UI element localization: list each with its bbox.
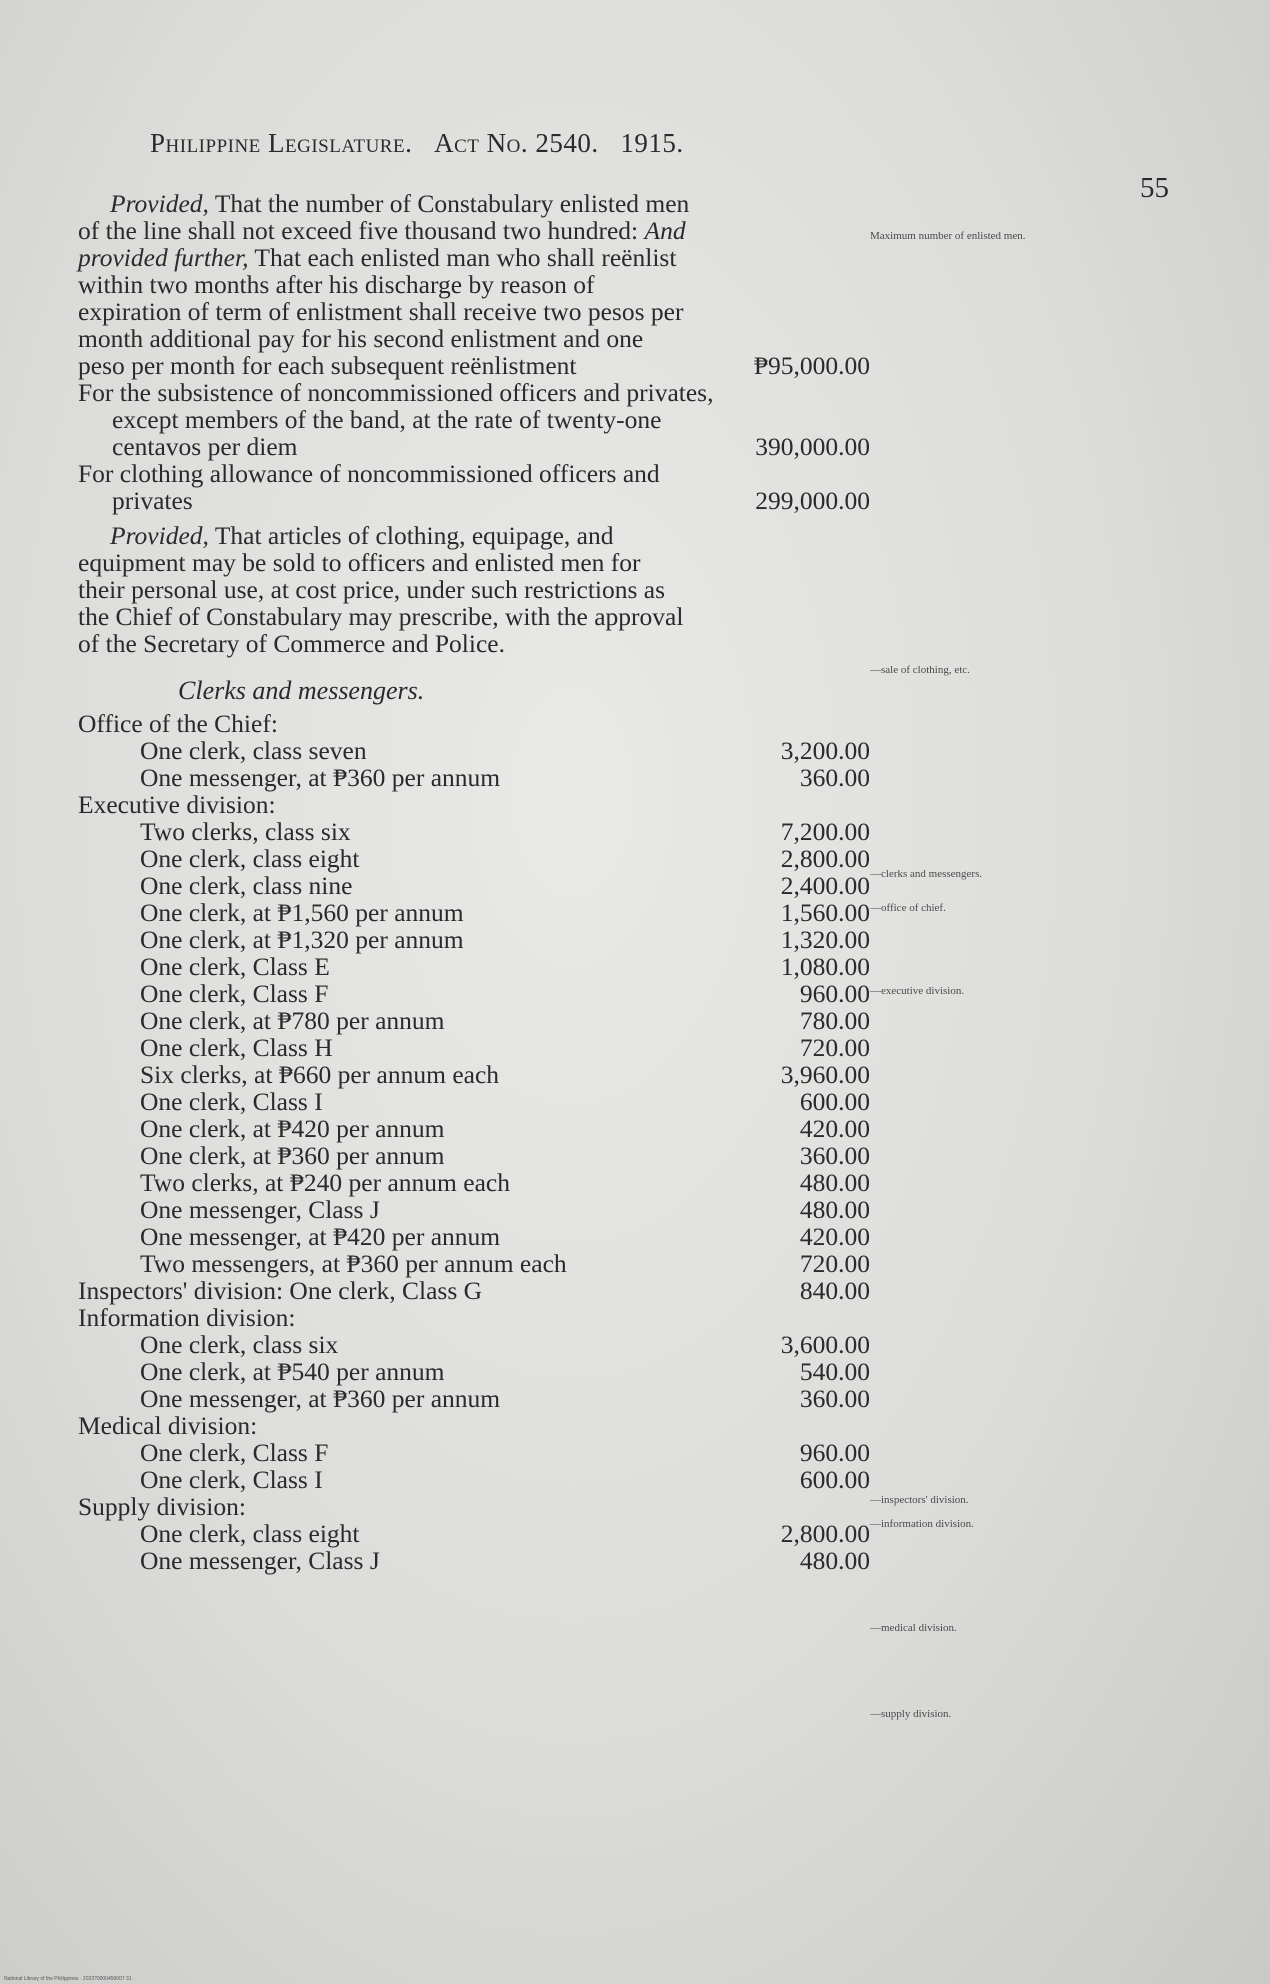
item-label: One clerk, at ₱420 per annum bbox=[140, 1114, 445, 1143]
item-label: One clerk, at ₱1,560 per annum bbox=[140, 898, 464, 927]
header-year: 1915. bbox=[620, 128, 684, 158]
list-item bbox=[78, 980, 878, 1007]
item-label: One clerk, class nine bbox=[140, 871, 353, 900]
item-amount: 1,320.00 bbox=[780, 925, 870, 954]
paragraph-clothing bbox=[78, 460, 727, 514]
item-label: Six clerks, at ₱660 per annum each bbox=[140, 1060, 500, 1089]
list-item bbox=[78, 926, 878, 953]
list-item bbox=[78, 818, 878, 845]
item-label: One messenger, at ₱420 per annum bbox=[140, 1222, 501, 1251]
paragraph-text: allowance of noncommissioned officers and privates bbox=[112, 459, 660, 515]
item-amount: 540.00 bbox=[799, 1357, 870, 1386]
item-label: One messenger, at ₱360 per annum bbox=[140, 763, 501, 792]
list-item bbox=[78, 1520, 878, 1547]
amount: 299,000.00 bbox=[755, 486, 870, 515]
paragraph-text: subsistence of noncommissioned officers and privates, except members of the band, at the rate of twenty-one centavos per diem bbox=[112, 378, 714, 461]
margin-note-inspectors: —inspectors' division. bbox=[870, 1494, 969, 1506]
item-label: One clerk, Class H bbox=[140, 1033, 333, 1062]
list-item bbox=[78, 1007, 878, 1034]
list-item bbox=[78, 1385, 878, 1412]
scan-credit: National Library of the Philippines · 2023?0000450007 31 bbox=[4, 1976, 132, 1982]
margin-note-office-chief: —office of chief. bbox=[870, 902, 946, 914]
item-amount: 720.00 bbox=[799, 1033, 870, 1062]
list-item bbox=[78, 1196, 878, 1223]
item-amount: 720.00 bbox=[799, 1249, 870, 1278]
item-label: One clerk, at ₱540 per annum bbox=[140, 1357, 445, 1386]
list-item bbox=[78, 1169, 878, 1196]
item-label: One messenger, Class J bbox=[140, 1195, 380, 1224]
list-item bbox=[78, 1034, 878, 1061]
item-amount: 420.00 bbox=[799, 1222, 870, 1251]
running-header bbox=[150, 128, 820, 159]
list-item bbox=[78, 764, 878, 791]
margin-note-max-enlisted: Maximum number of enlisted men. bbox=[870, 230, 1026, 242]
item-amount: 3,200.00 bbox=[780, 736, 870, 765]
item-label: One clerk, Class E bbox=[140, 952, 330, 981]
item-label: Two messengers, at ₱360 per annum each bbox=[140, 1249, 567, 1278]
margin-note-supply: —supply division. bbox=[870, 1708, 952, 1720]
list-item bbox=[78, 1358, 878, 1385]
margin-note-sale-clothing: —sale of clothing, etc. bbox=[870, 664, 970, 676]
item-amount: 480.00 bbox=[799, 1546, 870, 1575]
item-amount: 2,800.00 bbox=[780, 1519, 870, 1548]
list-item bbox=[78, 953, 878, 980]
item-amount: 360.00 bbox=[799, 1141, 870, 1170]
appropriation-subsistence bbox=[78, 379, 878, 460]
division-inspectors bbox=[78, 1277, 878, 1304]
paragraph-text: That each enlisted man who shall reënlist within two months after his discharge by reason of expiration of term of enlistment shall receive two pesos per month additional pay for his second enlistment and one peso per month for each subsequent reënlistment bbox=[78, 243, 684, 380]
division-title-chief: Office of the Chief: bbox=[78, 709, 278, 738]
list-item bbox=[78, 1142, 878, 1169]
item-amount: 1,080.00 bbox=[780, 952, 870, 981]
header-title: Philippine Legislature. bbox=[150, 128, 413, 158]
list-item bbox=[78, 899, 878, 926]
paragraph-text: That articles of clothing, equipage, and equipment may be sold to officers and enlisted men for their personal use, at cost price, under such restrictions as the Chief of Constabulary may prescribe, with the approval of the Secretary of Commerce and Police. bbox=[78, 521, 684, 658]
division-title-supply: Supply division: bbox=[78, 1492, 246, 1521]
item-label: One clerk, Class I bbox=[140, 1465, 323, 1494]
item-label: One clerk, class six bbox=[140, 1330, 339, 1359]
list-item bbox=[78, 1088, 878, 1115]
division-title-medical: Medical division: bbox=[78, 1411, 258, 1440]
item-amount: 960.00 bbox=[799, 1438, 870, 1467]
list-item bbox=[78, 1439, 878, 1466]
item-amount: 600.00 bbox=[799, 1087, 870, 1116]
item-label: One clerk, at ₱360 per annum bbox=[140, 1141, 445, 1170]
proviso-clothing-sale bbox=[78, 522, 878, 657]
division-title-inspectors: Inspectors' division: One clerk, Class G bbox=[78, 1276, 483, 1305]
amount: ₱95,000.00 bbox=[753, 351, 870, 380]
division-title-executive: Executive division: bbox=[78, 790, 276, 819]
list-item bbox=[78, 1250, 878, 1277]
item-amount: 2,400.00 bbox=[780, 871, 870, 900]
section-title: Clerks and messengers. bbox=[178, 676, 425, 705]
list-item bbox=[78, 1115, 878, 1142]
item-amount: 480.00 bbox=[799, 1195, 870, 1224]
provided-lead: Provided, bbox=[110, 521, 209, 550]
paragraph-proviso bbox=[78, 522, 693, 657]
division-title-information: Information division: bbox=[78, 1303, 296, 1332]
page-number: 55 bbox=[1140, 172, 1169, 204]
lead-text: For clothing bbox=[78, 459, 204, 488]
item-amount: 7,200.00 bbox=[780, 817, 870, 846]
item-amount: 840.00 bbox=[799, 1276, 870, 1305]
provided-lead: Provided, bbox=[110, 189, 209, 218]
appropriation-enlistment bbox=[78, 190, 878, 379]
item-label: One clerk, class eight bbox=[140, 844, 360, 873]
item-amount: 480.00 bbox=[799, 1168, 870, 1197]
paragraph-enlisted-men bbox=[78, 190, 693, 379]
item-amount: 3,600.00 bbox=[780, 1330, 870, 1359]
item-label: One clerk, class seven bbox=[140, 736, 367, 765]
item-label: One messenger, at ₱360 per annum bbox=[140, 1384, 501, 1413]
paragraph-subsistence bbox=[78, 379, 727, 460]
item-amount: 3,960.00 bbox=[780, 1060, 870, 1089]
item-label: One clerk, at ₱780 per annum bbox=[140, 1006, 445, 1035]
margin-note-executive: —executive division. bbox=[870, 985, 965, 997]
page-body bbox=[78, 190, 878, 1574]
item-amount: 960.00 bbox=[799, 979, 870, 1008]
provided-further: And provided further, bbox=[78, 216, 686, 272]
item-amount: 360.00 bbox=[799, 763, 870, 792]
margin-note-information: —information division. bbox=[870, 1518, 974, 1530]
item-label: Two clerks, class six bbox=[140, 817, 351, 846]
item-amount: 420.00 bbox=[799, 1114, 870, 1143]
item-label: One clerk, at ₱1,320 per annum bbox=[140, 925, 464, 954]
paragraph-text: That the number of Constabulary enlisted men of the line shall not exceed five thousand two hundred: bbox=[78, 189, 690, 245]
item-amount: 780.00 bbox=[799, 1006, 870, 1035]
item-label: Two clerks, at ₱240 per annum each bbox=[140, 1168, 510, 1197]
item-amount: 600.00 bbox=[799, 1465, 870, 1494]
lead-text: For the bbox=[78, 378, 151, 407]
item-label: One messenger, Class J bbox=[140, 1546, 380, 1575]
amount: 390,000.00 bbox=[755, 432, 870, 461]
item-label: One clerk, Class F bbox=[140, 979, 329, 1008]
margin-note-clerks: —clerks and messengers. bbox=[870, 868, 983, 880]
item-amount: 360.00 bbox=[799, 1384, 870, 1413]
margin-note-medical: —medical division. bbox=[870, 1622, 957, 1634]
header-act: Act No. 2540. bbox=[434, 128, 599, 158]
list-item bbox=[78, 845, 878, 872]
list-item bbox=[78, 1547, 878, 1574]
list-item bbox=[78, 1223, 878, 1250]
item-label: One clerk, Class F bbox=[140, 1438, 329, 1467]
item-amount: 1,560.00 bbox=[780, 898, 870, 927]
list-item bbox=[78, 1466, 878, 1493]
list-item bbox=[78, 1061, 878, 1088]
list-item bbox=[78, 1331, 878, 1358]
item-amount: 2,800.00 bbox=[780, 844, 870, 873]
list-item bbox=[78, 872, 878, 899]
list-item bbox=[78, 737, 878, 764]
item-label: One clerk, Class I bbox=[140, 1087, 323, 1116]
appropriation-clothing bbox=[78, 460, 878, 514]
item-label: One clerk, class eight bbox=[140, 1519, 360, 1548]
